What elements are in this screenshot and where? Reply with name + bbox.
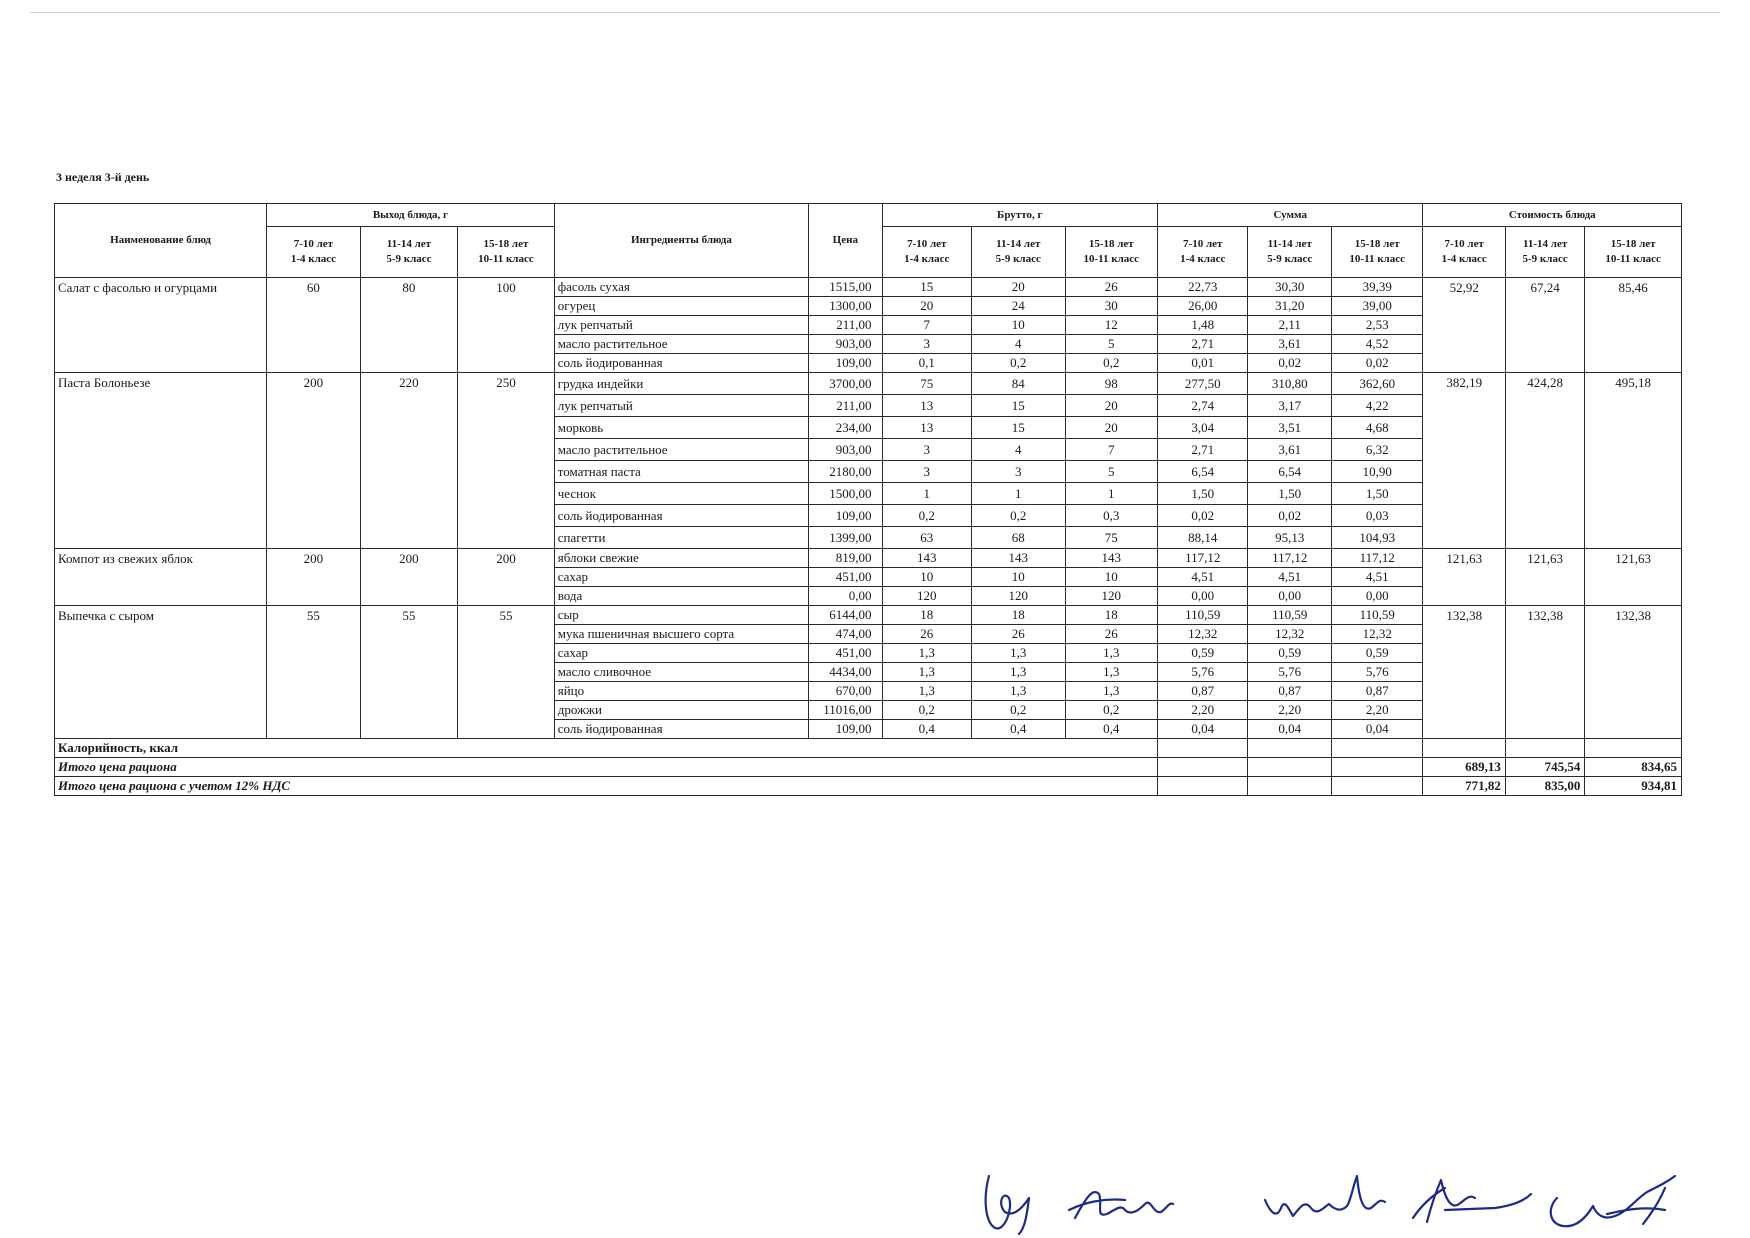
vat-total-row-value: 835,00 (1505, 777, 1584, 796)
sum-value: 4,51 (1331, 568, 1423, 587)
calories-row-value (1585, 739, 1682, 758)
class-label: 10-11 класс (1083, 253, 1140, 265)
total-row-label: Итого цена рациона (55, 758, 1158, 777)
empty-cell (1331, 739, 1423, 758)
sum-value: 110,59 (1158, 606, 1248, 625)
col-header-sum: Сумма (1158, 204, 1423, 227)
sum-value: 2,20 (1158, 701, 1248, 720)
menu-table (54, 203, 1682, 796)
sum-value: 22,73 (1158, 278, 1248, 297)
brutto-value: 20 (1065, 395, 1158, 417)
age-label: 11-14 лет (1267, 238, 1312, 250)
ingredient-price: 11016,00 (809, 701, 882, 720)
brutto-value: 98 (1065, 373, 1158, 395)
ingredient-row (55, 278, 1682, 297)
dish-cost: 121,63 (1585, 549, 1682, 606)
brutto-value: 26 (882, 625, 971, 644)
ingredient-price: 109,00 (809, 354, 882, 373)
sum-value: 39,00 (1331, 297, 1423, 316)
age-header-cost-1 (1423, 227, 1505, 278)
ingredient-name: грудка индейки (554, 373, 808, 395)
ingredient-price: 211,00 (809, 395, 882, 417)
brutto-value: 0,2 (1065, 354, 1158, 373)
sum-value: 39,39 (1331, 278, 1423, 297)
brutto-value: 1 (1065, 483, 1158, 505)
sum-value: 4,68 (1331, 417, 1423, 439)
total-row-value: 689,13 (1423, 758, 1505, 777)
ingredient-row (55, 606, 1682, 625)
brutto-value: 15 (882, 278, 971, 297)
sum-value: 0,00 (1331, 587, 1423, 606)
brutto-value: 10 (972, 568, 1066, 587)
class-label: 1-4 класс (290, 253, 336, 265)
brutto-value: 120 (1065, 587, 1158, 606)
ingredient-price: 0,00 (809, 587, 882, 606)
calories-row-value (1505, 739, 1584, 758)
ingredient-price: 451,00 (809, 644, 882, 663)
col-header-price: Цена (809, 204, 882, 278)
sum-value: 2,20 (1248, 701, 1331, 720)
dish-output: 55 (267, 606, 361, 739)
sum-value: 1,50 (1331, 483, 1423, 505)
ingredient-name: сыр (554, 606, 808, 625)
sum-value: 4,51 (1248, 568, 1331, 587)
sum-value: 6,32 (1331, 439, 1423, 461)
sum-value: 2,11 (1248, 316, 1331, 335)
brutto-value: 26 (972, 625, 1066, 644)
dish-cost: 85,46 (1585, 278, 1682, 373)
sum-value: 95,13 (1248, 527, 1331, 549)
sum-value: 0,04 (1331, 720, 1423, 739)
ingredient-row (55, 549, 1682, 568)
signature-5 (1551, 1176, 1675, 1226)
ingredient-name: морковь (554, 417, 808, 439)
brutto-value: 0,1 (882, 354, 971, 373)
age-label: 15-18 лет (1354, 238, 1400, 250)
brutto-value: 18 (882, 606, 971, 625)
brutto-value: 143 (972, 549, 1066, 568)
brutto-value: 84 (972, 373, 1066, 395)
vat-total-row-value: 934,81 (1585, 777, 1682, 796)
col-header-cost: Стоимость блюда (1423, 204, 1682, 227)
sum-value: 0,87 (1331, 682, 1423, 701)
class-label: 1-4 класс (904, 253, 950, 265)
brutto-value: 4 (972, 335, 1066, 354)
ingredient-name: сахар (554, 568, 808, 587)
dish-name: Салат с фасолью и огурцами (55, 278, 267, 373)
sum-value: 10,90 (1331, 461, 1423, 483)
dish-output: 55 (360, 606, 458, 739)
class-label: 1-4 класс (1180, 253, 1226, 265)
ingredient-name: соль йодированная (554, 505, 808, 527)
ingredient-price: 6144,00 (809, 606, 882, 625)
brutto-value: 1,3 (972, 644, 1066, 663)
signatures (975, 1158, 1720, 1238)
brutto-value: 63 (882, 527, 971, 549)
sum-value: 26,00 (1158, 297, 1248, 316)
brutto-value: 3 (882, 461, 971, 483)
sum-value: 3,61 (1248, 439, 1331, 461)
age-label: 15-18 лет (1088, 238, 1134, 250)
ingredient-price: 4434,00 (809, 663, 882, 682)
ingredient-name: сахар (554, 644, 808, 663)
brutto-value: 0,4 (1065, 720, 1158, 739)
ingredient-name: соль йодированная (554, 354, 808, 373)
age-header-brutto-3 (1065, 227, 1158, 278)
dish-output: 250 (458, 373, 555, 549)
dish-cost: 132,38 (1585, 606, 1682, 739)
class-label: 10-11 класс (1349, 253, 1405, 265)
dish-cost: 52,92 (1423, 278, 1505, 373)
brutto-value: 18 (972, 606, 1066, 625)
calories-row-label: Калорийность, ккал (55, 739, 1158, 758)
empty-cell (1331, 777, 1423, 796)
col-header-ingredients: Ингредиенты блюда (554, 204, 808, 278)
brutto-value: 120 (882, 587, 971, 606)
sum-value: 362,60 (1331, 373, 1423, 395)
ingredient-price: 819,00 (809, 549, 882, 568)
ingredient-name: лук репчатый (554, 316, 808, 335)
ingredient-name: масло растительное (554, 335, 808, 354)
sum-value: 277,50 (1158, 373, 1248, 395)
vat-total-row-label: Итого цена рациона с учетом 12% НДС (55, 777, 1158, 796)
empty-cell (1158, 739, 1248, 758)
ingredient-name: томатная паста (554, 461, 808, 483)
class-label: 5-9 класс (386, 253, 432, 265)
dish-output: 60 (267, 278, 361, 373)
col-header-output: Выход блюда, г (267, 204, 555, 227)
age-header-output-3 (458, 227, 555, 278)
age-label: 15-18 лет (1610, 238, 1656, 250)
brutto-value: 1,3 (1065, 644, 1158, 663)
age-label: 11-14 лет (1522, 238, 1568, 250)
ingredient-name: яблоки свежие (554, 549, 808, 568)
dish-cost: 424,28 (1505, 373, 1584, 549)
sum-value: 3,61 (1248, 335, 1331, 354)
brutto-value: 10 (1065, 568, 1158, 587)
brutto-value: 1,3 (882, 682, 971, 701)
dish-cost: 495,18 (1585, 373, 1682, 549)
brutto-value: 26 (1065, 278, 1158, 297)
sum-value: 1,50 (1158, 483, 1248, 505)
brutto-value: 15 (972, 395, 1066, 417)
brutto-value: 10 (882, 568, 971, 587)
brutto-value: 5 (1065, 335, 1158, 354)
brutto-value: 7 (1065, 439, 1158, 461)
sum-value: 0,02 (1331, 354, 1423, 373)
ingredient-name: мука пшеничная высшего сорта (554, 625, 808, 644)
class-label: 10-11 класс (478, 253, 534, 265)
brutto-value: 75 (1065, 527, 1158, 549)
col-header-brutto: Брутто, г (882, 204, 1157, 227)
sum-value: 0,02 (1248, 354, 1331, 373)
brutto-value: 5 (1065, 461, 1158, 483)
signature-3 (1265, 1176, 1385, 1216)
sum-value: 4,22 (1331, 395, 1423, 417)
sum-value: 2,20 (1331, 701, 1423, 720)
brutto-value: 0,2 (882, 505, 971, 527)
age-header-sum-1 (1158, 227, 1248, 278)
sum-value: 0,59 (1331, 644, 1423, 663)
sum-value: 117,12 (1248, 549, 1331, 568)
sum-value: 104,93 (1331, 527, 1423, 549)
brutto-value: 0,2 (882, 701, 971, 720)
sum-value: 1,48 (1158, 316, 1248, 335)
brutto-value: 1,3 (1065, 663, 1158, 682)
brutto-value: 4 (972, 439, 1066, 461)
age-label: 7-10 лет (907, 238, 947, 250)
ingredient-price: 670,00 (809, 682, 882, 701)
ingredient-name: масло растительное (554, 439, 808, 461)
sum-value: 0,87 (1158, 682, 1248, 701)
sum-value: 0,02 (1248, 505, 1331, 527)
ingredient-name: огурец (554, 297, 808, 316)
sum-value: 0,87 (1248, 682, 1331, 701)
sum-value: 110,59 (1331, 606, 1423, 625)
dish-output: 200 (360, 549, 458, 606)
brutto-value: 3 (882, 439, 971, 461)
sum-value: 88,14 (1158, 527, 1248, 549)
age-label: 11-14 лет (996, 238, 1041, 250)
page-title: 3 неделя 3-й день (56, 170, 150, 184)
signature-2 (1069, 1192, 1173, 1218)
ingredient-price: 109,00 (809, 720, 882, 739)
signature-4 (1413, 1180, 1531, 1222)
brutto-value: 20 (882, 297, 971, 316)
ingredient-name: спагетти (554, 527, 808, 549)
age-label: 7-10 лет (293, 238, 334, 250)
ingredient-price: 903,00 (809, 335, 882, 354)
sum-value: 5,76 (1248, 663, 1331, 682)
sum-value: 2,53 (1331, 316, 1423, 335)
ingredient-name: вода (554, 587, 808, 606)
dish-output: 55 (458, 606, 555, 739)
sum-value: 12,32 (1331, 625, 1423, 644)
dish-output: 100 (458, 278, 555, 373)
sum-value: 117,12 (1331, 549, 1423, 568)
sum-value: 0,02 (1158, 505, 1248, 527)
ingredient-price: 2180,00 (809, 461, 882, 483)
class-label: 10-11 класс (1605, 253, 1661, 265)
empty-cell (1158, 758, 1248, 777)
sum-value: 31,20 (1248, 297, 1331, 316)
brutto-value: 18 (1065, 606, 1158, 625)
dish-cost: 382,19 (1423, 373, 1505, 549)
age-label: 15-18 лет (483, 238, 529, 250)
page-top-edge (30, 12, 1720, 13)
brutto-value: 0,2 (972, 354, 1066, 373)
ingredient-price: 211,00 (809, 316, 882, 335)
ingredient-price: 109,00 (809, 505, 882, 527)
age-label: 7-10 лет (1444, 238, 1484, 250)
sum-value: 3,51 (1248, 417, 1331, 439)
ingredient-name: чеснок (554, 483, 808, 505)
ingredient-price: 1500,00 (809, 483, 882, 505)
dish-cost: 132,38 (1423, 606, 1505, 739)
sum-value: 6,54 (1248, 461, 1331, 483)
class-label: 5-9 класс (1522, 253, 1568, 265)
sum-value: 0,03 (1331, 505, 1423, 527)
ingredient-price: 451,00 (809, 568, 882, 587)
brutto-value: 3 (882, 335, 971, 354)
ingredient-name: лук репчатый (554, 395, 808, 417)
age-header-cost-3 (1585, 227, 1682, 278)
age-header-brutto-2 (972, 227, 1066, 278)
sum-value: 4,51 (1158, 568, 1248, 587)
sum-value: 110,59 (1248, 606, 1331, 625)
brutto-value: 75 (882, 373, 971, 395)
dish-output: 200 (267, 373, 361, 549)
brutto-value: 0,2 (1065, 701, 1158, 720)
sum-value: 0,01 (1158, 354, 1248, 373)
brutto-value: 1,3 (1065, 682, 1158, 701)
brutto-value: 0,4 (882, 720, 971, 739)
sum-value: 2,74 (1158, 395, 1248, 417)
ingredient-name: фасоль сухая (554, 278, 808, 297)
dish-name: Выпечка с сыром (55, 606, 267, 739)
sum-value: 2,71 (1158, 439, 1248, 461)
empty-cell (1158, 777, 1248, 796)
age-header-brutto-1 (882, 227, 971, 278)
age-header-output-2 (360, 227, 458, 278)
ingredient-price: 903,00 (809, 439, 882, 461)
vat-total-row (55, 777, 1682, 796)
brutto-value: 120 (972, 587, 1066, 606)
calories-row (55, 739, 1682, 758)
brutto-value: 3 (972, 461, 1066, 483)
brutto-value: 0,2 (972, 505, 1066, 527)
sum-value: 6,54 (1158, 461, 1248, 483)
sum-value: 12,32 (1158, 625, 1248, 644)
dish-output: 80 (360, 278, 458, 373)
brutto-value: 10 (972, 316, 1066, 335)
brutto-value: 15 (972, 417, 1066, 439)
calories-row-value (1423, 739, 1505, 758)
ingredient-price: 234,00 (809, 417, 882, 439)
sum-value: 310,80 (1248, 373, 1331, 395)
empty-cell (1248, 777, 1331, 796)
age-header-sum-3 (1331, 227, 1423, 278)
ingredient-price: 3700,00 (809, 373, 882, 395)
dish-cost: 67,24 (1505, 278, 1584, 373)
sum-value: 5,76 (1331, 663, 1423, 682)
brutto-value: 0,4 (972, 720, 1066, 739)
brutto-value: 1,3 (882, 644, 971, 663)
total-row-value: 745,54 (1505, 758, 1584, 777)
brutto-value: 68 (972, 527, 1066, 549)
dish-output: 200 (267, 549, 361, 606)
brutto-value: 26 (1065, 625, 1158, 644)
class-label: 5-9 класс (1267, 253, 1313, 265)
vat-total-row-value: 771,82 (1423, 777, 1505, 796)
brutto-value: 1,3 (972, 663, 1066, 682)
ingredient-name: масло сливочное (554, 663, 808, 682)
ingredient-price: 1399,00 (809, 527, 882, 549)
empty-cell (1331, 758, 1423, 777)
table-body (55, 278, 1682, 796)
empty-cell (1248, 758, 1331, 777)
age-header-sum-2 (1248, 227, 1331, 278)
brutto-value: 7 (882, 316, 971, 335)
age-header-output-1 (267, 227, 361, 278)
dish-output: 220 (360, 373, 458, 549)
dish-name: Компот из свежих яблок (55, 549, 267, 606)
brutto-value: 30 (1065, 297, 1158, 316)
brutto-value: 20 (1065, 417, 1158, 439)
brutto-value: 0,3 (1065, 505, 1158, 527)
brutto-value: 20 (972, 278, 1066, 297)
sum-value: 1,50 (1248, 483, 1331, 505)
col-header-name: Наименование блюд (55, 204, 267, 278)
age-label: 11-14 лет (386, 238, 432, 250)
sum-value: 3,17 (1248, 395, 1331, 417)
brutto-value: 13 (882, 395, 971, 417)
sum-value: 30,30 (1248, 278, 1331, 297)
sum-value: 4,52 (1331, 335, 1423, 354)
age-label: 7-10 лет (1183, 238, 1223, 250)
brutto-value: 1 (882, 483, 971, 505)
dish-cost: 132,38 (1505, 606, 1584, 739)
ingredient-name: яйцо (554, 682, 808, 701)
total-row-value: 834,65 (1585, 758, 1682, 777)
ingredient-price: 1515,00 (809, 278, 882, 297)
sum-value: 5,76 (1158, 663, 1248, 682)
brutto-value: 1,3 (972, 682, 1066, 701)
dish-cost: 121,63 (1423, 549, 1505, 606)
age-header-cost-2 (1505, 227, 1584, 278)
class-label: 5-9 класс (995, 253, 1041, 265)
dish-name: Паста Болоньезе (55, 373, 267, 549)
brutto-value: 1 (972, 483, 1066, 505)
dish-cost: 121,63 (1505, 549, 1584, 606)
brutto-value: 1,3 (882, 663, 971, 682)
sum-value: 0,00 (1158, 587, 1248, 606)
class-label: 1-4 класс (1441, 253, 1487, 265)
ingredient-name: соль йодированная (554, 720, 808, 739)
signature-1 (986, 1176, 1029, 1234)
ingredient-name: дрожжи (554, 701, 808, 720)
sum-value: 0,59 (1158, 644, 1248, 663)
dish-output: 200 (458, 549, 555, 606)
brutto-value: 13 (882, 417, 971, 439)
sum-value: 3,04 (1158, 417, 1248, 439)
sum-value: 0,00 (1248, 587, 1331, 606)
sum-value: 0,04 (1248, 720, 1331, 739)
ingredient-price: 1300,00 (809, 297, 882, 316)
sum-value: 117,12 (1158, 549, 1248, 568)
brutto-value: 24 (972, 297, 1066, 316)
sum-value: 12,32 (1248, 625, 1331, 644)
total-row (55, 758, 1682, 777)
ingredient-row (55, 373, 1682, 395)
brutto-value: 143 (1065, 549, 1158, 568)
ingredient-price: 474,00 (809, 625, 882, 644)
sum-value: 0,59 (1248, 644, 1331, 663)
empty-cell (1248, 739, 1331, 758)
table-header (55, 204, 1682, 278)
brutto-value: 0,2 (972, 701, 1066, 720)
brutto-value: 143 (882, 549, 971, 568)
brutto-value: 12 (1065, 316, 1158, 335)
sum-value: 0,04 (1158, 720, 1248, 739)
sum-value: 2,71 (1158, 335, 1248, 354)
